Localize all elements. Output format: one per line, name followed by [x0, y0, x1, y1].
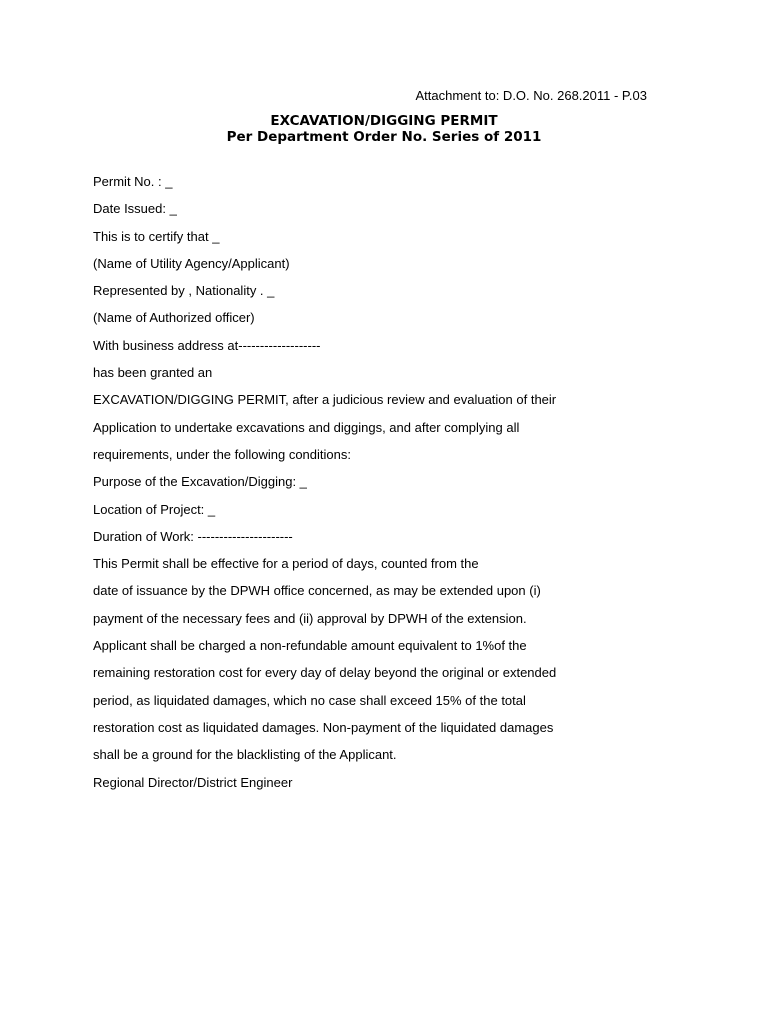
- body-line-fees: payment of the necessary fees and (ii) approval by DPWH of the extension.: [93, 610, 527, 626]
- title-line-permit: EXCAVATION/DIGGING PERMIT: [270, 113, 498, 129]
- body-line-purpose: Purpose of the Excavation/Digging: _: [93, 474, 307, 490]
- title-line-department-order: Per Department Order No. Series of 2011: [226, 129, 542, 145]
- body-line-damages: period, as liquidated damages, which no case shall exceed 15% of the total: [93, 692, 526, 708]
- body-line-granted: has been granted an: [93, 365, 213, 381]
- signatory-title: Regional Director/District Engineer: [93, 774, 293, 790]
- body-line-agency-label: (Name of Utility Agency/Applicant): [93, 255, 290, 271]
- body-line-business-address: With business address at-------------------: [93, 337, 321, 353]
- body-line-location: Location of Project: _: [93, 501, 216, 517]
- body-line-requirements: requirements, under the following conditions:: [93, 446, 351, 462]
- body-line-represented-by: Represented by , Nationality . _: [93, 283, 275, 299]
- body-line-officer-label: (Name of Authorized officer): [93, 310, 255, 326]
- body-line-effective-period: This Permit shall be effective for a period of days, counted from the: [93, 556, 479, 572]
- attachment-reference: Attachment to: D.O. No. 268.2011 - P.03: [415, 88, 647, 103]
- document-body: [93, 173, 693, 801]
- body-line-non-payment: restoration cost as liquidated damages. Non-payment of the liquidated damages: [93, 719, 554, 735]
- body-line-permit-no: Permit No. : _: [93, 174, 173, 189]
- document-title: [0, 113, 768, 145]
- body-line-issuance: date of issuance by the DPWH office concerned, as may be extended upon (i): [93, 583, 541, 599]
- body-line-blacklisting: shall be a ground for the blacklisting of the Applicant.: [93, 747, 397, 763]
- body-line-duration: Duration of Work: ----------------------: [93, 528, 293, 544]
- body-line-charge: Applicant shall be charged a non-refundable amount equivalent to 1%of the: [93, 638, 527, 654]
- body-line-permit-review: EXCAVATION/DIGGING PERMIT, after a judicious review and evaluation of their: [93, 392, 557, 408]
- body-line-date-issued: Date Issued: _: [93, 201, 177, 217]
- body-line-certify: This is to certify that _: [93, 228, 220, 244]
- body-line-restoration: remaining restoration cost for every day of delay beyond the original or extended: [93, 665, 557, 681]
- body-line-application: Application to undertake excavations and diggings, and after complying all: [93, 419, 520, 435]
